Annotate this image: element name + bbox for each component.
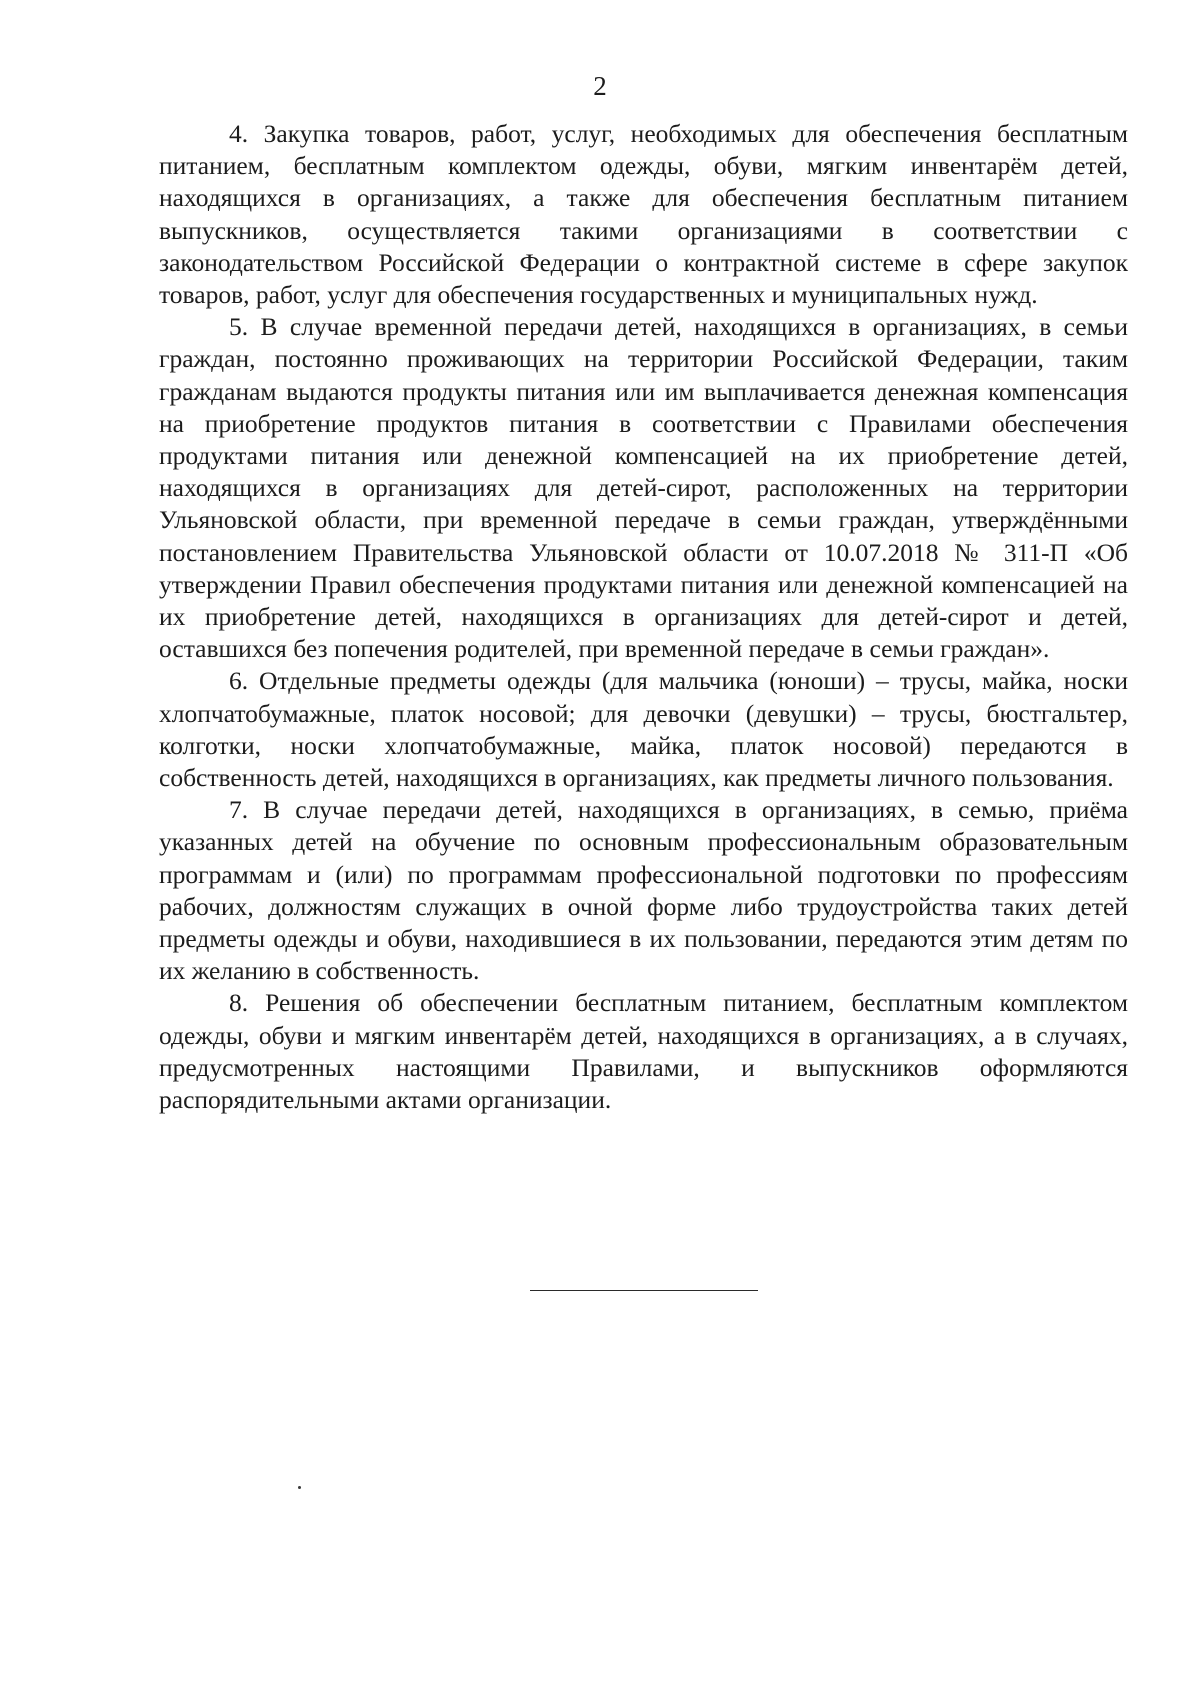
closing-divider <box>530 1290 758 1291</box>
document-body <box>159 118 1128 1116</box>
paragraph-4: 4. Закупка товаров, работ, услуг, необходимых для обеспечения бесплатным питанием, бесплатным комплектом одежды, обуви, мягким инвентарём детей, находящихся в организациях, а также для обеспечения бесплатным питанием выпускников, осуществляется такими организациями в соответствии с законодательством Российской Федерации о контрактной системе в сфере закупок товаров, работ, услуг для обеспечения государственных и муниципальных нужд. <box>159 119 1128 310</box>
paragraph-7: 7. В случае передачи детей, находящихся в организациях, в семью, приёма указанных детей на обучение по основным профессиональным образовательным программам и (или) по программам профессиональной подготовки по профессиям рабочих, должностям служащих в очной форме либо трудоустройства таких детей предметы одежды и обуви, находившиеся в их пользовании, передаются этим детям по их желанию в собственность. <box>159 795 1128 986</box>
page-number: 2 <box>593 71 607 101</box>
paragraph-6: 6. Отдельные предметы одежды (для мальчика (юноши) – трусы, майка, носки хлопчатобумажные, платок носовой; для девочки (девушки) – трусы, бюстгальтер, колготки, носки хлопчатобумажные, майка, платок носовой) передаются в собственность детей, находящихся в организациях, как предметы личного пользования. <box>159 666 1128 793</box>
paragraph-5: 5. В случае временной передачи детей, находящихся в организациях, в семьи граждан, постоянно проживающих на территории Российской Федерации, таким гражданам выдаются продукты питания или им выплачивается денежная компенсация на приобретение продуктов питания в соответствии с Правилами обеспечения продуктами питания или денежной компенсацией на их приобретение детей, находящихся в организациях для детей-сирот, расположенных на территории Ульяновской области, при временной передаче в семьи граждан, утверждёнными постановлением Правительства Ульяновской области от 10.07.2018 № 311-П «Об утверждении Правил обеспечения продуктами питания или денежной компенсацией на их приобретение детей, находящихся в организациях для детей-сирот и детей, оставшихся без попечения родителей, при временной передаче в семьи граждан». <box>159 312 1128 664</box>
paragraph-8: 8. Решения об обеспечении бесплатным питанием, бесплатным комплектом одежды, обуви и мягким инвентарём детей, находящихся в организациях, а в случаях, предусмотренных настоящими Правилами, и выпускников оформляются распорядительными актами организации. <box>159 988 1128 1115</box>
scan-speck <box>298 1486 301 1489</box>
